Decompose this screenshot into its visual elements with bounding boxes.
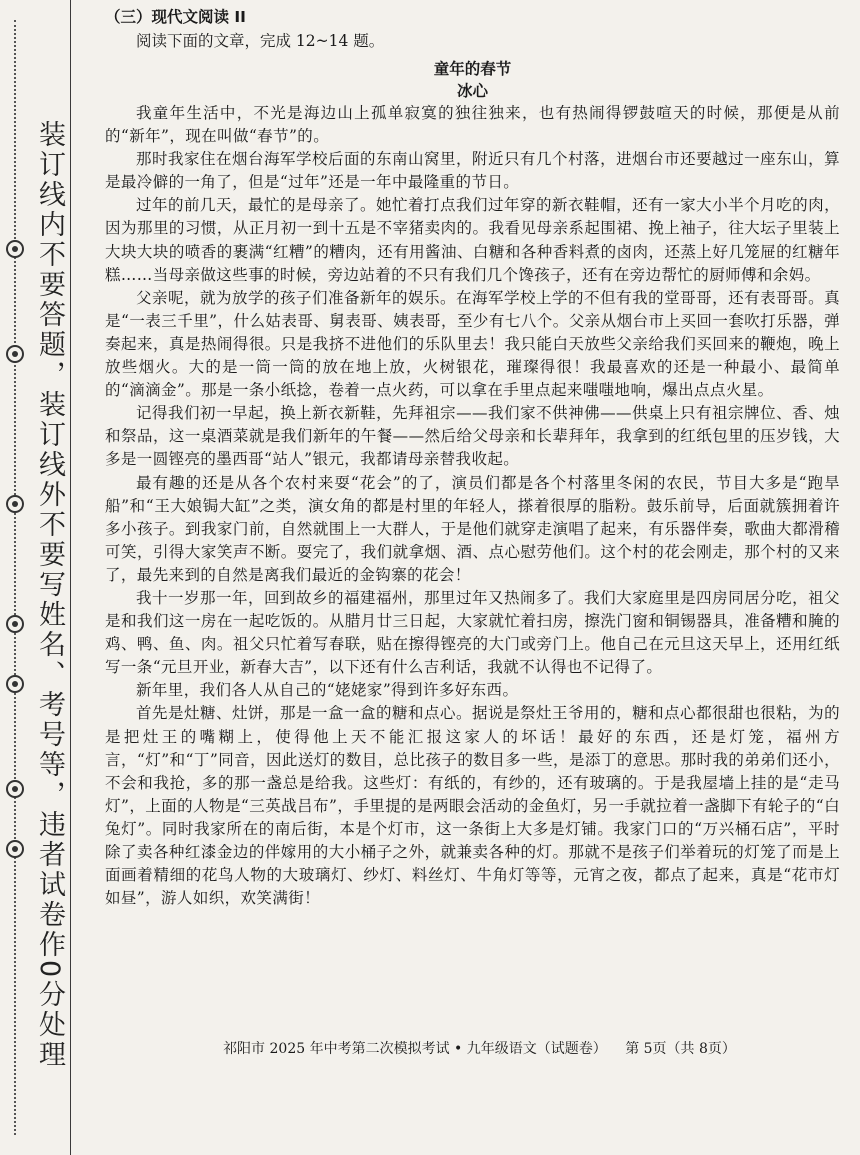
main-content	[105, 0, 840, 910]
binding-hole-icon	[6, 240, 24, 258]
paragraph: 父亲呢，就为放学的孩子们准备新年的娱乐。在海军学校上学的不但有我的堂哥哥，还有表哥哥。真是“一表三千里”，什么姑表哥、舅表哥、姨表哥，至少有七八个。父亲从烟台市上买回一套吹打乐器，弹奏起来，真是热闹得很。只是我挤不进他们的乐队里去！我只能白天放些父亲给我们买回来的鞭炮，晚上放些烟火。大的是一筒一筒的放在地上放，火树银花，璀璨得很！我最喜欢的还是一种最小、最简单的“滴滴金”。那是一条小纸捻，卷着一点火药，可以拿在手里点起来嗤嗤地响，爆出点点火星。	[105, 288, 840, 400]
paragraph: 新年里，我们各人从自己的“姥姥家”得到许多好东西。	[136, 681, 519, 700]
binding-hole-icon	[6, 615, 24, 633]
binding-hole-icon	[6, 780, 24, 798]
binding-hole-icon	[6, 675, 24, 693]
binding-hole-icon	[6, 840, 24, 858]
section-title: （三）现代文阅读 II	[105, 8, 246, 26]
footer-page-number: 第 5页（共 8页）	[625, 1041, 736, 1057]
paragraph: 首先是灶糖、灶饼，那是一盒一盒的糖和点心。据说是祭灶王爷用的，糖和点心都很甜也很粘，为的是把灶王的嘴糊上，使得他上天不能汇报这家人的坏话！最好的东西，还是灯笼，福州方言，“灯”和“丁”同音，因此送灯的数目，总比孩子的数目多一些，是添丁的意思。那时我的弟弟们还小，不会和我抢，多的那一盏总是给我。这些灯：有纸的，有纱的，还有玻璃的。于是我屋墙上挂的是“走马灯”，上面的人物是“三英战吕布”，手里提的是两眼会活动的金鱼灯，另一手就拉着一盏脚下有轮子的“白兔灯”。同时我家所在的南后街，本是个灯市，这一条街上大多是灯铺。我家门口的“万兴桶石店”，平时除了卖各种红漆金边的伴嫁用的大小桶子之外，就兼卖各种的灯。那就不是孩子们举着玩的灯笼了而是上面画着精细的花鸟人物的大玻璃灯、纱灯、料丝灯、牛角灯等等，元宵之夜，都点了起来，真是“花市灯如昼”，游人如织，欢笑满街！	[105, 704, 840, 908]
article-author: 冰心	[456, 82, 488, 100]
paragraph: 最有趣的还是从各个农村来耍“花会”的了，演员们都是各个村落里冬闲的农民，节目大多是“跑旱船”和“王大娘锔大缸”之类，演女角的都是村里的年轻人，搽着很厚的脂粉。鼓乐前导，后面就簇拥着许多小孩子。到我家门前，自然就围上一大群人，于是他们就穿走演唱了起来，有乐器伴奏，歌曲大都滑稽可笑，引得大家笑声不断。耍完了，我们就拿烟、酒、点心慰劳他们。这个村的花会刚走，那个村的又来了，最先来到的自然是离我们最近的金钩寨的花会！	[105, 473, 840, 584]
paragraph: 我十一岁那一年，回到故乡的福建福州，那里过年又热闹多了。我们大家庭里是四房同居分吃，祖父是和我们这一房在一起吃饭的。从腊月廿三日起，大家就忙着扫房，擦洗门窗和铜锡器具，准备糟和腌的鸡、鸭、鱼、肉。祖父只忙着写春联，贴在擦得铿亮的大门或旁门上。他自己在元旦这天早上，还用红纸写一条“元旦开业，新春大吉”，以下还有什么吉利话，我就不认得也不记得了。	[105, 588, 840, 677]
binding-margin	[0, 0, 71, 1155]
paragraph: 那时我家住在烟台海军学校后面的东南山窝里，附近只有几个村落，进烟台市还要越过一座东山，算是最冷僻的一角了，但是“过年”还是一年中最隆重的节日。	[105, 150, 840, 192]
article-title: 童年的春节	[433, 60, 512, 78]
binding-hole-icon	[6, 495, 24, 513]
footer-exam-name: 祁阳市 2025 年中考第二次模拟考试 • 九年级语文（试题卷）	[223, 1041, 607, 1057]
instruction: 阅读下面的文章，完成 12~14 题。	[136, 32, 385, 50]
paragraph: 记得我们初一早起，换上新衣新鞋，先拜祖宗——我们家不供神佛——供桌上只有祖宗牌位、香、烛和祭品，这一桌酒菜就是我们新年的午餐——然后给父母亲和长辈拜年，我拿到的红纸包里的压岁钱，大多是一圆铿亮的墨西哥“站人”银元，我都请母亲替我收起。	[105, 404, 840, 469]
binding-dotted-line	[14, 20, 16, 1135]
paragraph: 过年的前几天，最忙的是母亲了。她忙着打点我们过年穿的新衣鞋帽，还有一家大小半个月吃的肉，因为那里的习惯，从正月初一到十五是不宰猪卖肉的。我看见母亲系起围裙、挽上袖子，往大坛子里装上大块大块的喷香的裹满“红糟”的糟肉，还有用酱油、白糖和各种香料煮的卤肉，还蒸上好几笼屉的红糖年糕……当母亲做这些事的时候，旁边站着的不只有我们几个馋孩子，还有在旁边帮忙的厨师傅和余妈。	[105, 196, 840, 284]
page-footer	[105, 1038, 840, 1058]
binding-hole-icon	[6, 345, 24, 363]
paragraph: 我童年生活中，不光是海边山上孤单寂寞的独往独来，也有热闹得锣鼓喧天的时候，那便是从前的“新年”，现在叫做“春节”的。	[105, 104, 840, 146]
binding-warning-text: 装订线内不要答题，装订线外不要写姓名、考号等，违者试卷作0分处理	[34, 120, 65, 1071]
